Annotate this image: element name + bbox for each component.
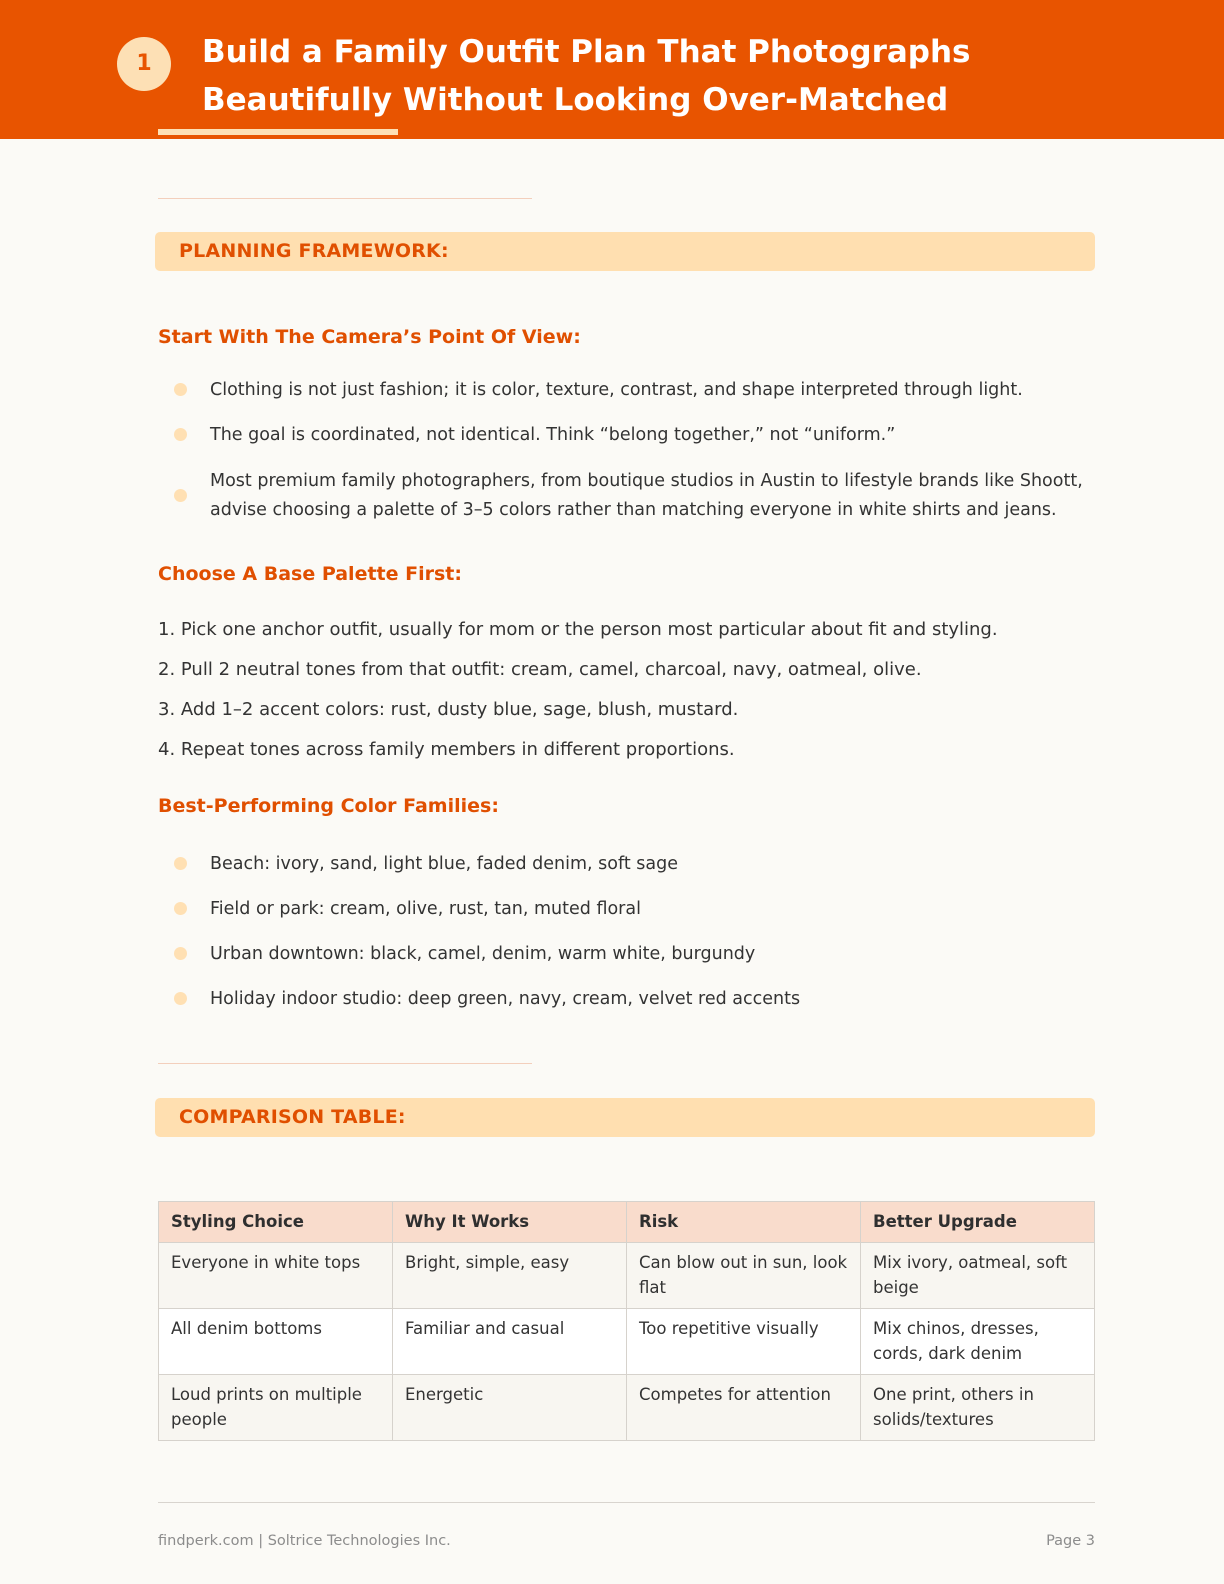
section-bar-planning — [155, 232, 1095, 271]
page-number: Page 3 — [1046, 1533, 1095, 1549]
list-item-text: Field or park: cream, olive, rust, tan, muted floral — [210, 899, 641, 919]
table-cell: Everyone in white tops — [159, 1243, 393, 1309]
list-item: 2. Pull 2 neutral tones from that outfit: cream, camel, charcoal, navy, oatmeal, olive. — [158, 659, 922, 680]
list-item: 4. Repeat tones across family members in different proportions. — [158, 739, 735, 760]
table-row — [159, 1309, 1095, 1375]
column-header: Risk — [627, 1202, 861, 1243]
subheading-camera: Start With The Camera’s Point Of View: — [158, 326, 581, 348]
divider — [158, 198, 532, 199]
bullet-dot-icon — [174, 902, 187, 915]
page-header — [0, 0, 1224, 139]
list-item-text: The goal is coordinated, not identical. Think “belong together,” not “uniform.” — [210, 425, 896, 445]
list-item: 1. Pick one anchor outfit, usually for mom or the person most particular about fit and styling. — [158, 619, 998, 640]
list-item: 3. Add 1–2 accent colors: rust, dusty blue, sage, blush, mustard. — [158, 699, 739, 720]
list-item-text: Urban downtown: black, camel, denim, warm white, burgundy — [210, 944, 756, 964]
subheading-color-families: Best-Performing Color Families: — [158, 795, 499, 817]
bullet-dot-icon — [174, 489, 187, 502]
column-header: Why It Works — [393, 1202, 627, 1243]
subheading-palette: Choose A Base Palette First: — [158, 563, 462, 585]
section-label: COMPARISON TABLE: — [179, 1106, 406, 1128]
list-item — [158, 941, 1098, 967]
list-item — [158, 377, 1098, 403]
table-row — [159, 1375, 1095, 1441]
list-item — [158, 851, 1098, 877]
table-cell: Too repetitive visually — [627, 1309, 861, 1375]
divider — [158, 1063, 532, 1064]
list-item — [158, 422, 1098, 448]
list-item-text: Clothing is not just fashion; it is color, texture, contrast, and shape interpreted through light. — [210, 380, 1023, 400]
footer-source: findperk.com | Soltrice Technologies Inc. — [158, 1533, 451, 1549]
bullet-list-camera — [158, 377, 1098, 525]
list-item — [158, 986, 1098, 1012]
list-item — [158, 467, 1098, 525]
footer-divider — [158, 1502, 1095, 1503]
table-cell: Competes for attention — [627, 1375, 861, 1441]
comparison-table — [158, 1201, 1095, 1441]
bullet-dot-icon — [174, 383, 187, 396]
table-cell: Familiar and casual — [393, 1309, 627, 1375]
numbered-list-palette — [158, 617, 1098, 777]
table-row — [159, 1243, 1095, 1309]
bullet-dot-icon — [174, 428, 187, 441]
section-number-badge: 1 — [117, 37, 171, 91]
column-header: Styling Choice — [159, 1202, 393, 1243]
list-item — [158, 896, 1098, 922]
bullet-dot-icon — [174, 857, 187, 870]
page-title: Build a Family Outfit Plan That Photographs Beautifully Without Looking Over-Matched — [202, 34, 971, 118]
list-item-text: Most premium family photographers, from boutique studios in Austin to lifestyle brands like Shoott, advise choosing a palette of 3–5 colors rather than matching everyone in white shirts and jeans. — [210, 471, 1083, 520]
list-item-text: Beach: ivory, sand, light blue, faded denim, soft sage — [210, 854, 678, 874]
section-bar-comparison — [155, 1098, 1095, 1137]
table-cell: Can blow out in sun, look flat — [627, 1243, 861, 1309]
column-header: Better Upgrade — [861, 1202, 1095, 1243]
table-cell: Energetic — [393, 1375, 627, 1441]
table-cell: One print, others in solids/textures — [861, 1375, 1095, 1441]
table-cell: Loud prints on multiple people — [159, 1375, 393, 1441]
section-label: PLANNING FRAMEWORK: — [179, 240, 449, 262]
table-header-row — [159, 1202, 1095, 1243]
bullet-list-color-families — [158, 851, 1098, 1012]
list-item-text: Holiday indoor studio: deep green, navy, cream, velvet red accents — [210, 989, 801, 1009]
bullet-dot-icon — [174, 992, 187, 1005]
bullet-dot-icon — [174, 947, 187, 960]
table-cell: All denim bottoms — [159, 1309, 393, 1375]
title-underline — [158, 129, 398, 135]
table-cell: Mix chinos, dresses, cords, dark denim — [861, 1309, 1095, 1375]
table-cell: Bright, simple, easy — [393, 1243, 627, 1309]
table-cell: Mix ivory, oatmeal, soft beige — [861, 1243, 1095, 1309]
